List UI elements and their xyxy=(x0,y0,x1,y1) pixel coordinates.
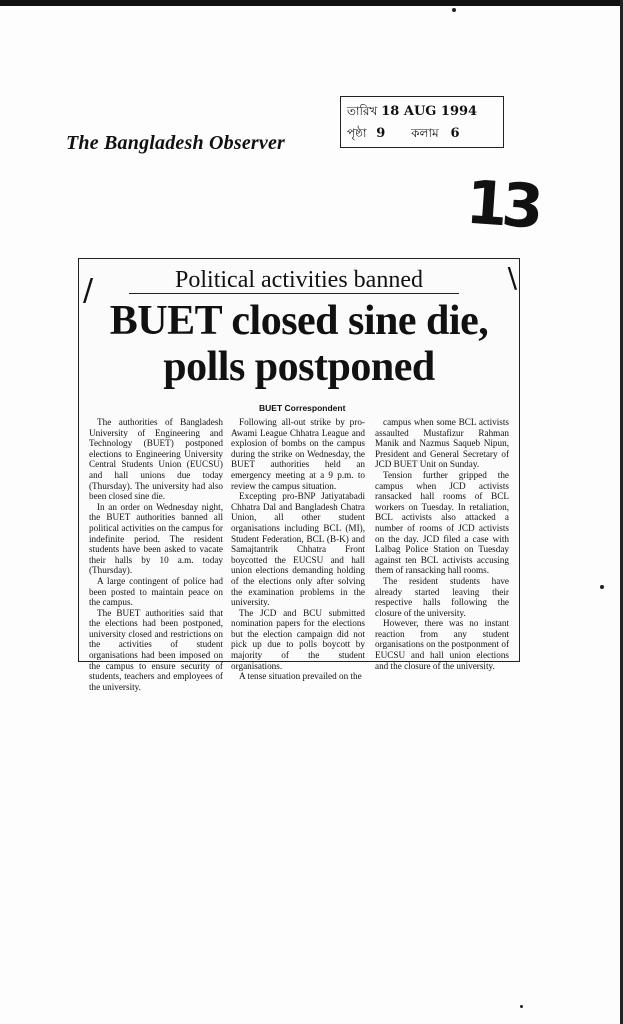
scan-speck xyxy=(520,1005,523,1008)
article-headline-line2: polls postponed xyxy=(163,344,435,390)
scan-speck xyxy=(452,8,456,12)
paragraph: The BUET authorities said that the elections had been postponed, university closed and restrictions on the activities of student organisations had been imposed on the campus to ensure security of students, teachers and employees of the university. xyxy=(89,607,223,692)
article-column-3 xyxy=(375,417,509,671)
paragraph: A tense situation prevailed on the xyxy=(239,671,362,682)
corner-mark: \ xyxy=(507,261,517,294)
news-clipping xyxy=(78,258,520,692)
paragraph: However, there was no instant reaction from any student organisations on the postponment of EUCSU and hall union elections and the closure of the university. xyxy=(375,618,509,671)
stamp-date-label: তারিখ xyxy=(347,104,378,118)
kicker-underline xyxy=(129,293,459,294)
newspaper-name: The Bangladesh Observer xyxy=(66,132,286,154)
paragraph: The JCD and BCU submitted nomination papers for the elections but the election campaign did not pick up due to polls boycott by majority of the student organisations. xyxy=(231,607,365,671)
stamp-column-value: 6 xyxy=(450,126,460,141)
scan-speck xyxy=(600,585,604,589)
article-headline-line1: BUET closed sine die, xyxy=(109,298,489,344)
stamp-column-label: কলাম xyxy=(411,126,439,140)
handwritten-page-number: 13 xyxy=(463,167,540,243)
paragraph: Excepting pro-BNP Jatiyatabadi Chhatra Dal and Bangladesh Chatra Union, all other student organisations including BCL (MI), Student Federation, BCL (B-K) and Samajtantrik Chhatra Front boycotted the EUCSU and hall union elections demanding holding of the elections only after solving the examination problems in the university. xyxy=(231,491,365,608)
article-column-1 xyxy=(89,417,223,692)
stamp-page-row xyxy=(347,125,460,145)
paragraph: The authorities of Bangladesh University of Engineering and Technology (BUET) postponed elections to Engineering University Central Students Union (EUCSU) and hall unions due today (Thursday). The university had also been closed sine die. xyxy=(89,417,223,502)
handwritten-mark: / xyxy=(83,273,94,308)
date-stamp xyxy=(340,96,504,148)
paragraph: In an order on Wednesday night, the BUET authorities banned all political activities on the campus for indefinite period. The resident students have been asked to vacate their halls by 10 a.m. today (Thursday). xyxy=(89,501,223,576)
article-column-2 xyxy=(231,417,365,682)
paragraph: campus when some BCL activists assaulted Mustafizur Rahman Manik and Nazmus Saqueb Nipun, President and General Secretary of JCD BUET Unit on Sunday. xyxy=(375,417,509,470)
article-byline: BUET Correspondent xyxy=(259,403,346,413)
paragraph: Following all-out strike by pro-Awami League Chhatra League and explosion of bombs on the campus during the strike on Wednesday, the BUET authorities held an emergency meeting at a 9 p.m. to review the campus situation. xyxy=(231,417,365,491)
paragraph: A large contingent of police had been posted to maintain peace on the campus. xyxy=(89,575,223,608)
article-kicker: Political activities banned xyxy=(175,267,423,293)
paragraph: The resident students have already started leaving their respective halls following the closure of the university. xyxy=(375,575,509,618)
stamp-page-label: পৃষ্ঠা xyxy=(347,126,367,140)
scan-top-edge xyxy=(0,0,623,6)
stamp-date-row xyxy=(347,103,477,123)
stamp-date-value: 18 AUG 1994 xyxy=(381,104,478,119)
stamp-page-value: 9 xyxy=(376,126,386,141)
paragraph: Tension further gripped the campus when JCD activists ransacked hall rooms of BCL workers on Tuesday. In retaliation, BCL activists also attacked a number of rooms of JCD activists on the day. JCD filed a case with Lalbag Police Station on Tuesday against ten BCL activists accusing them of ransacking hall rooms. xyxy=(375,469,509,576)
